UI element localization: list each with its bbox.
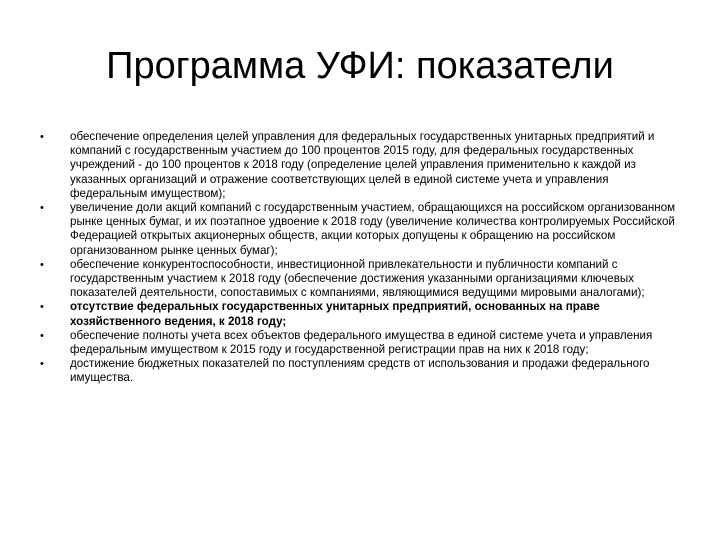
bullet-icon: • [40, 358, 44, 371]
bullet-item [40, 357, 680, 385]
bullet-item [40, 201, 680, 258]
slide-title: Программа УФИ: показатели [106, 45, 614, 87]
bullet-text: обеспечение определения целей управления для федеральных государственных унитарных предприятий и компаний с государственным участием до 100 процентов 2015 году, для федеральных государственных учреждений - до 100 процентов к 2018 году (определение целей управления применительно к каждой из указанных организаций и отражение соответствующих целей в единой системе учета и управления федеральным имуществом); [70, 130, 655, 200]
bullet-icon: • [40, 258, 44, 271]
bullet-icon: • [40, 301, 44, 314]
bullet-list [40, 130, 680, 386]
bullet-text: увеличение доли акций компаний с государственным участием, обращающихся на российском организованном рынке ценных бумаг, и их поэтапное удвоение к 2018 году (увеличение количества контролируемых Российской Федерацией открытых акционерных обществ, акции которых допущены к обращению на российском организованном рынке ценных бумаг); [70, 201, 676, 257]
bullet-icon: • [40, 329, 44, 342]
bullet-item [40, 329, 680, 357]
bullet-text: обеспечение полноты учета всех объектов федерального имущества в единой системе учета и управления федеральным имуществом к 2015 году и государственной регистрации прав на них к 2018 году; [70, 328, 653, 357]
bullet-icon: • [40, 131, 44, 143]
bullet-text: обеспечение конкурентоспособности, инвестиционной привлекательности и публичности компаний с государственным участием к 2018 году (обеспечение достижения указанными организациями ключевых показателей деятельности, сопоставимых с компаниями, являющимися ведущими мировыми аналогами); [70, 257, 645, 300]
bullet-item [40, 258, 680, 301]
bullet-icon: • [40, 202, 44, 215]
bullet-text: достижение бюджетных показателей по поступлениям средств от использования и продажи федерального имущества. [70, 357, 650, 385]
bullet-item [40, 300, 680, 328]
bullet-item [40, 130, 680, 201]
bullet-text: отсутствие федеральных государственных унитарных предприятий, основанных на праве хозяйственного ведения, к 2018 году; [70, 300, 600, 328]
